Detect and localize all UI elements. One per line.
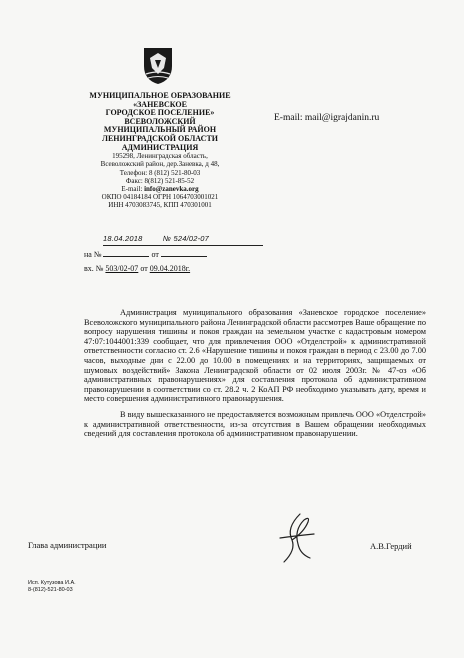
reference-from-label: от: [151, 250, 159, 259]
header-fax: Факс: 8(812) 521-85-52: [125, 176, 195, 185]
outgoing-number: 524/02-07: [173, 234, 210, 243]
body-paragraph: Администрация муниципального образования «Заневское городское поселение» Всеволожского муниципального района Ленинградской области рассмотрев Ваше обращение по вопросу нарушения тишины и покоя граждан на земельном участке с кадастровым номером 47:07:1044001:339 сообщает, что для привлечения ООО «Отделстрой» к административной ответственности согласно ст. 2.6 «Нарушение тишины и покоя граждан в период с 23.00 до 7.00 часов, выходные дни с 22.00 до 10.00 в помещениях и на территориях, защищаемых от шумовых воздействий» Закона Ленинградской области от 02 июля 2003г. № 47-оз «Об административных правонарушениях» для составления протокола об административном правонарушении в соответствии со ст. 28.2 ч. 2 КоАП РФ необходимо указывать дату, время и место совершения административного правонарушения.: [84, 308, 427, 404]
header-address: 195298, Ленинградская область,: [112, 152, 208, 161]
reference-from-blank: [161, 256, 207, 257]
vh-date: 09.04.2018г.: [149, 264, 191, 273]
vh-number: 503/02-07: [105, 264, 139, 273]
executor-info: [28, 580, 76, 594]
reference-no-label: на №: [84, 250, 102, 259]
body-paragraph: В виду вышесказанного не предоставляется возможным привлечь ООО «Отделстрой» к административной ответственности, из-за отсутствия в Вашем обращении необходимых сведений для составления протокола об административном правонарушении.: [84, 409, 426, 439]
header-address: Всеволожский район, дер.Заневка, д 48,: [100, 160, 220, 169]
header-line: МУНИЦИПАЛЬНЫЙ РАЙОН: [103, 125, 217, 135]
reference-line: [84, 250, 207, 259]
outgoing-date-number: [103, 234, 263, 246]
letter-body: [84, 308, 426, 439]
coat-of-arms-icon: [140, 44, 176, 86]
executor-name: Исп. Кутузова И.А.: [28, 580, 76, 586]
header-line: МУНИЦИПАЛЬНОЕ ОБРАЗОВАНИЕ: [89, 91, 231, 100]
header-phone: Телефон: 8 (812) 521-80-03: [119, 168, 201, 177]
header-line: ЛЕНИНГРАДСКОЙ ОБЛАСТИ: [101, 133, 218, 143]
executor-phone: 8-(812)-521-80-03: [28, 587, 73, 593]
outgoing-number-label: №: [162, 234, 172, 243]
header-email-label: E-mail:: [121, 184, 145, 193]
header-line: «ЗАНЕВСКОЕ: [133, 99, 187, 109]
signature-name: А.В.Гердий: [370, 541, 412, 551]
reference-no-blank: [103, 256, 149, 257]
signature-title: Глава администрации: [28, 540, 107, 550]
handwritten-signature: [270, 510, 320, 566]
recipient-email[interactable]: E-mail: mail@igrajdanin.ru: [274, 113, 380, 123]
header-line: АДМИНИСТРАЦИЯ: [121, 142, 199, 152]
vh-prefix: вх. №: [84, 264, 106, 273]
header-email-link[interactable]: info@zanevka.org: [144, 184, 199, 193]
header-okpo: ОКПО 04184184 ОГРН 1064703001021: [101, 193, 219, 202]
outgoing-date: 18.04.2018: [103, 234, 143, 243]
header-email: [84, 185, 236, 193]
header-line: ГОРОДСКОЕ ПОСЕЛЕНИЕ»: [105, 108, 215, 118]
header-line: ВСЕВОЛОЖСКИЙ: [124, 116, 196, 126]
header-inn: ИНН 4703083745, КПП 470301001: [108, 201, 212, 210]
sender-header: [84, 92, 236, 210]
incoming-reference: [84, 264, 190, 273]
vh-from: от: [138, 264, 150, 273]
